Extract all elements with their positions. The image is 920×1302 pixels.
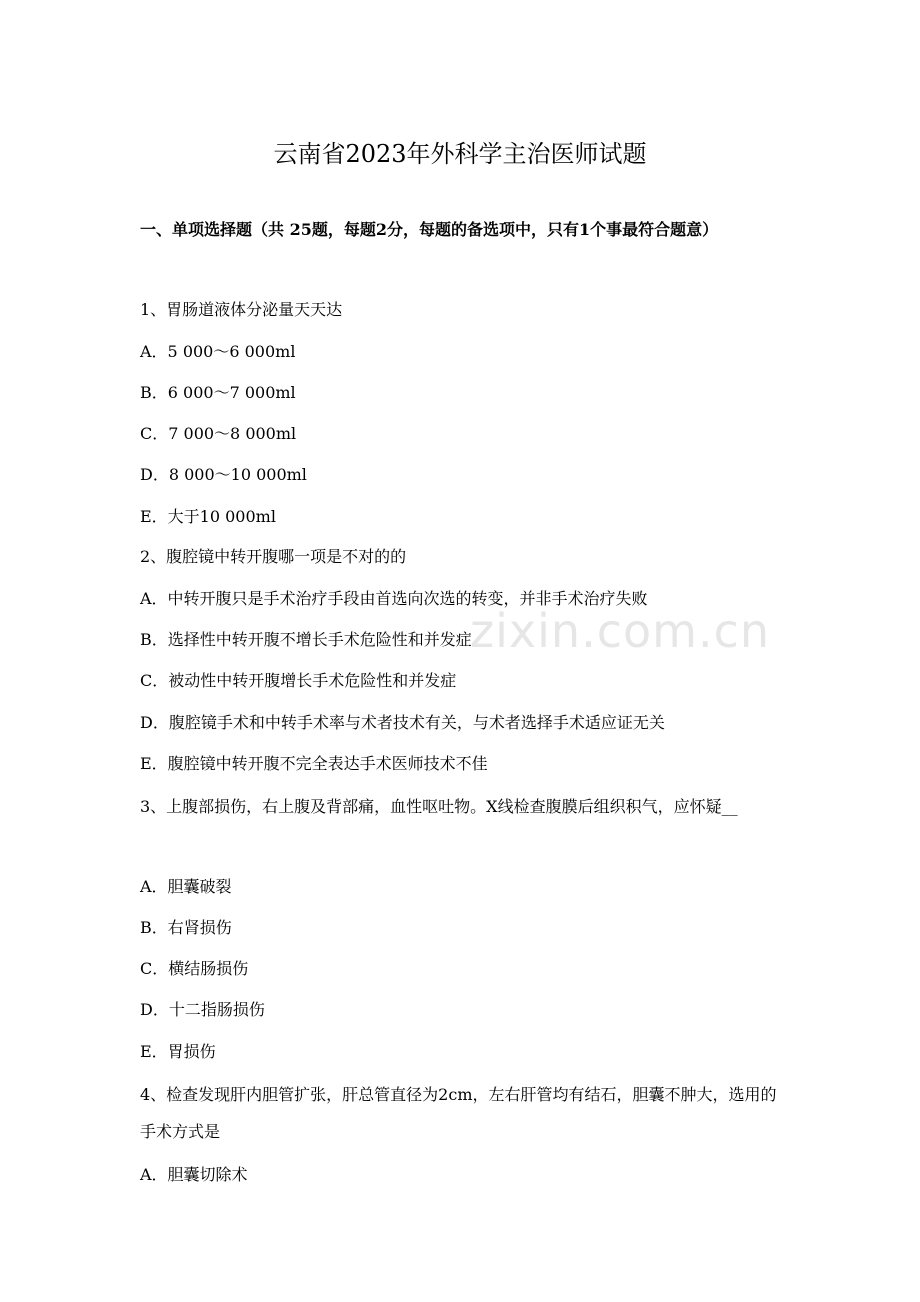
question-3-option-a: A．胆囊破裂 (140, 877, 232, 896)
question-3-option-c: C．横结肠损伤 (140, 959, 249, 978)
question-3-option-e: E．胃损伤 (140, 1042, 216, 1061)
question-4-stem: 4、检查发现肝内胆管扩张，肝总管直径为2cm，左右肝管均有结石，胆囊不肿大，选用的手术方式是 (140, 1085, 777, 1141)
page-title: 云南省2023年外科学主治医师试题 (273, 140, 647, 168)
question-1-option-d: D．8 000～10 000ml (140, 465, 307, 484)
question-2-option-d: D．腹腔镜手术和中转手术率与术者技术有关，与术者选择手术适应证无关 (140, 713, 665, 732)
question-2-option-c: C．被动性中转开腹增长手术危险性和并发症 (140, 671, 457, 690)
question-1-option-b: B．6 000～7 000ml (140, 383, 296, 402)
question-1-option-c: C．7 000～8 000ml (140, 424, 297, 443)
question-1-option-e: E．大于10 000ml (140, 507, 276, 526)
question-1-option-a: A．5 000～6 000ml (140, 342, 296, 361)
question-3-option-d: D．十二指肠损伤 (140, 1000, 265, 1019)
question-3-stem: 3、上腹部损伤，右上腹及背部痛，血性呕吐物。X线检查腹膜后组织积气，应怀疑__ (140, 797, 738, 816)
section-heading: 一、单项选择题（共 25题，每题2分，每题的备选项中，只有1个事最符合题意） (140, 220, 719, 239)
question-3-option-b: B．右肾损伤 (140, 918, 232, 937)
question-1-stem: 1、胃肠道液体分泌量天天达 (140, 300, 343, 319)
question-2-stem: 2、腹腔镜中转开腹哪一项是不对的的 (140, 547, 407, 566)
watermark: zixin.com.cn (470, 604, 771, 658)
question-4-option-a: A．胆囊切除术 (140, 1165, 248, 1184)
question-2-option-a: A．中转开腹只是手术治疗手段由首选向次选的转变，并非手术治疗失败 (140, 589, 648, 608)
question-2-option-e: E．腹腔镜中转开腹不完全表达手术医师技术不佳 (140, 754, 488, 773)
question-2-option-b: B．选择性中转开腹不增长手术危险性和并发症 (140, 630, 472, 649)
